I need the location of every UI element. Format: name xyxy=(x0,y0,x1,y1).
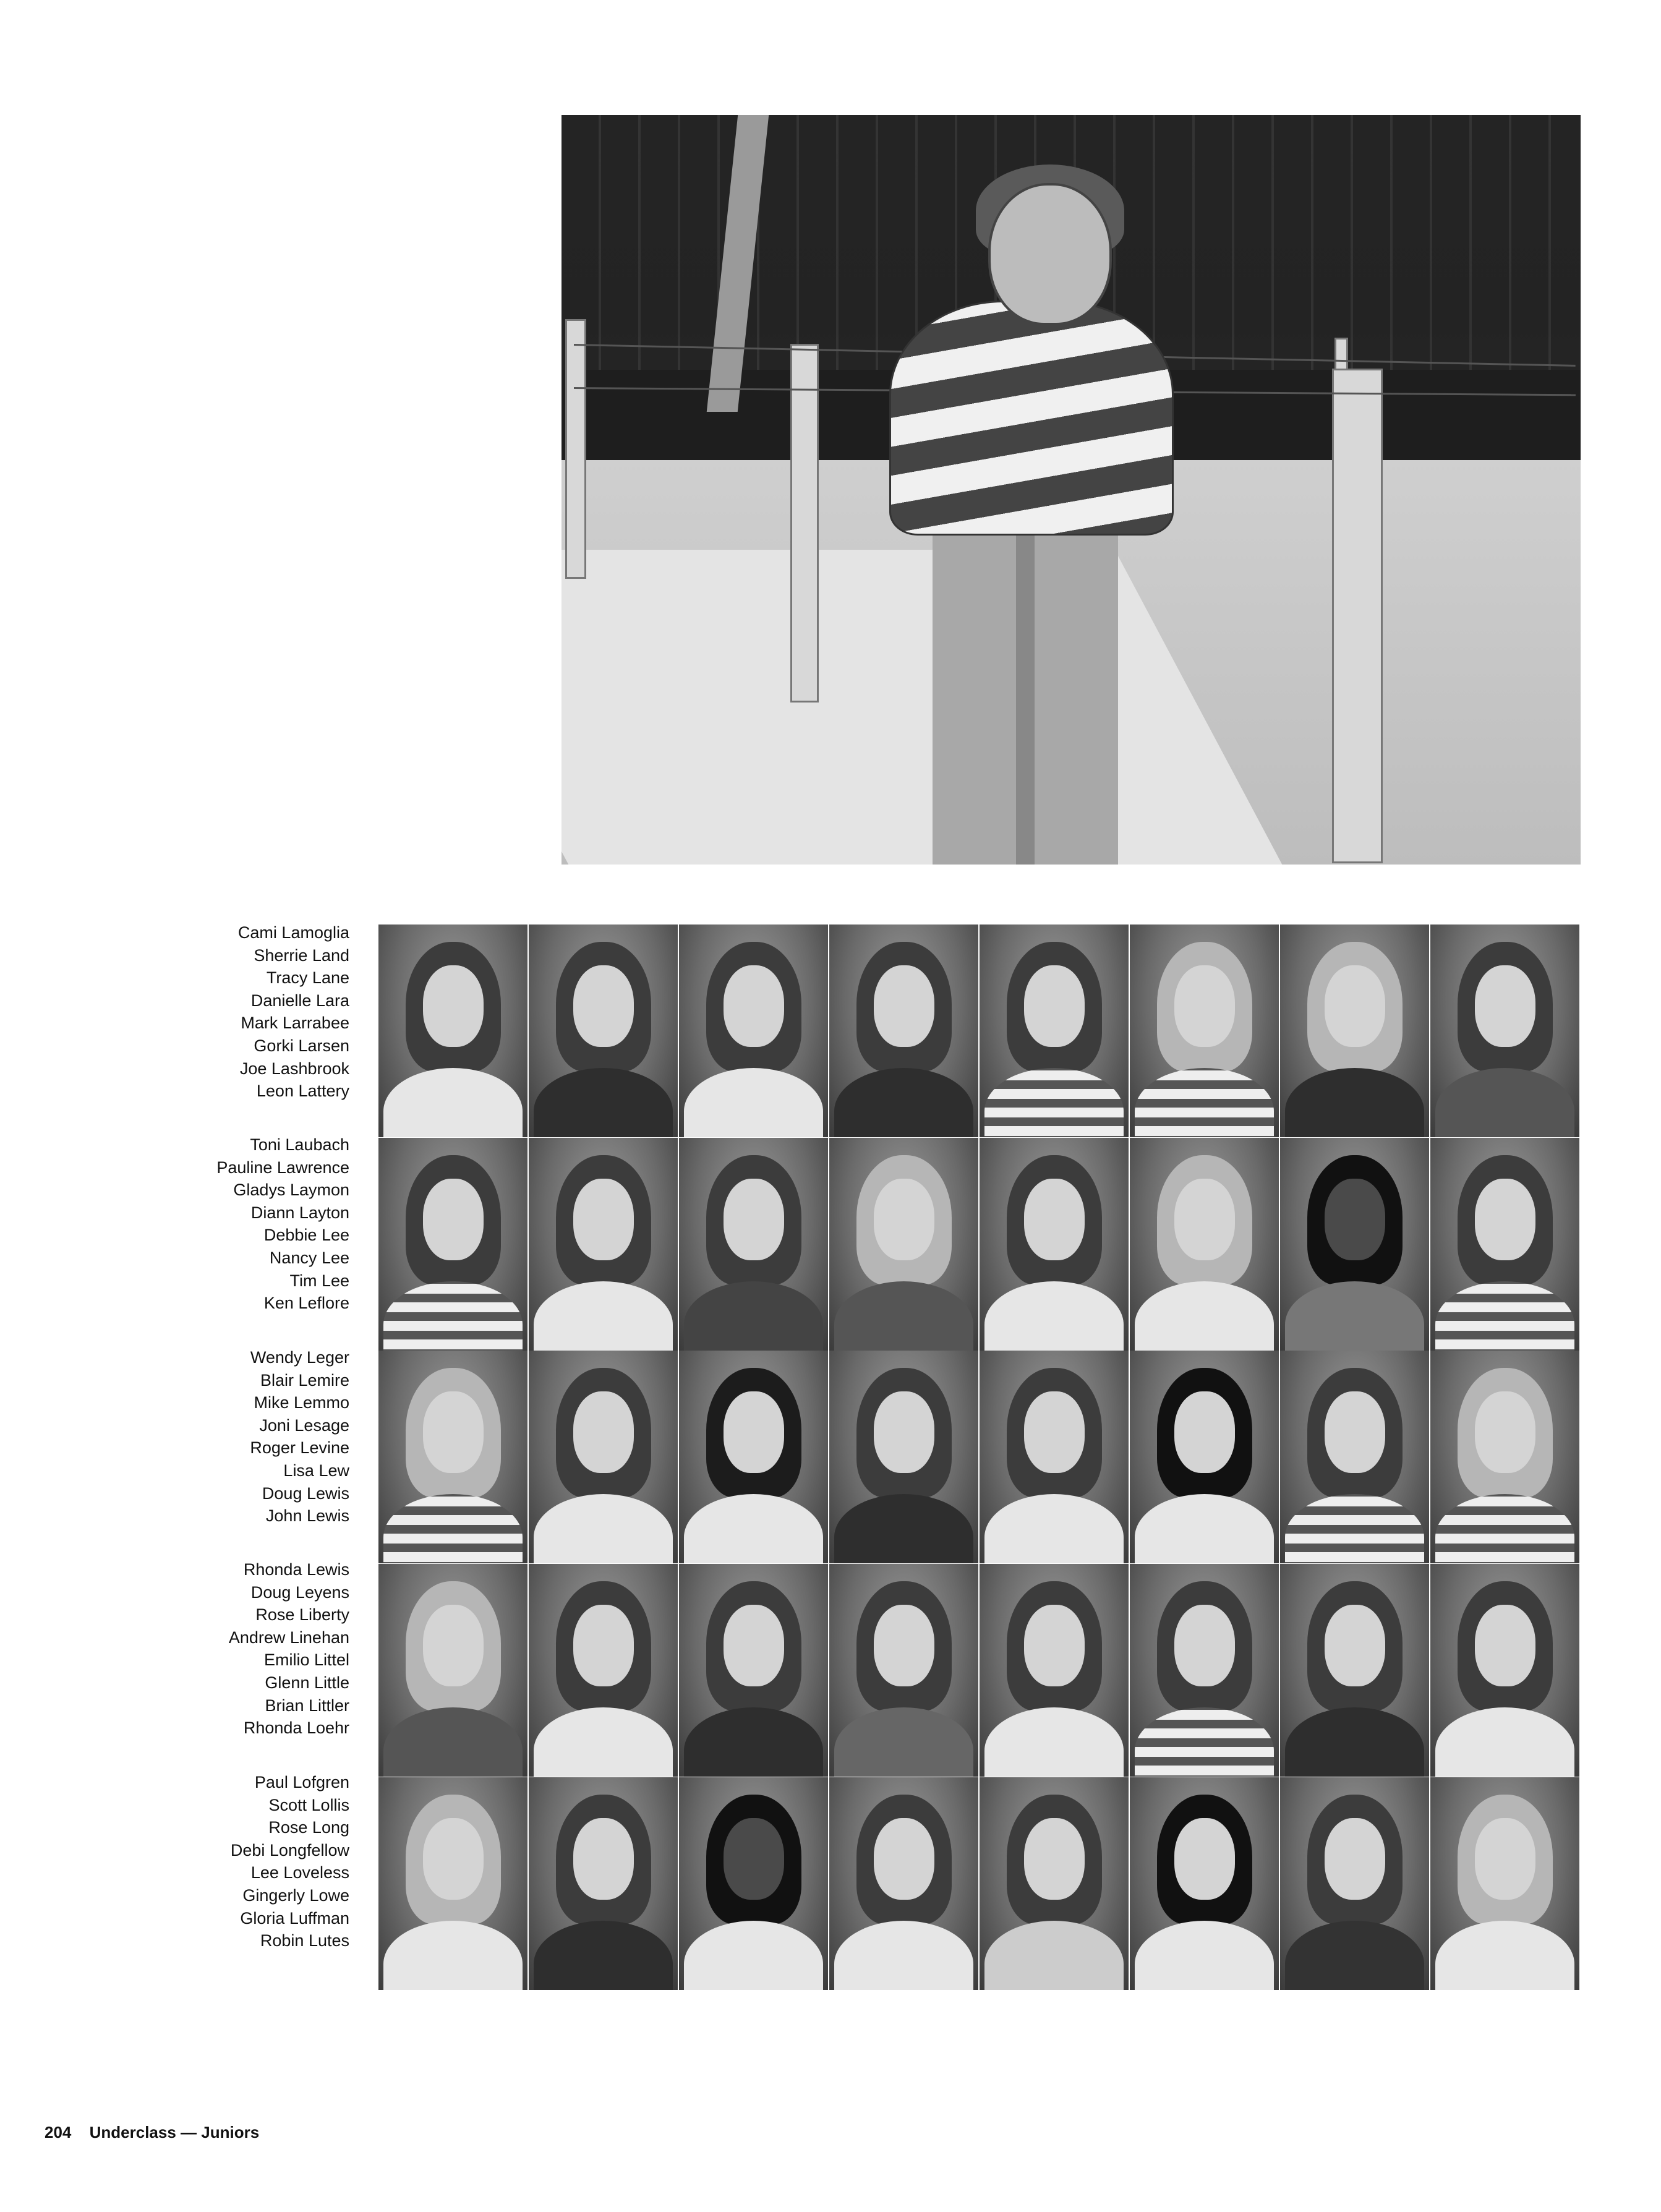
student-name: Tracy Lane xyxy=(266,968,349,988)
student-portrait xyxy=(1130,1564,1279,1777)
student-portrait xyxy=(529,1351,678,1563)
student-portrait xyxy=(529,1564,678,1777)
student-portrait xyxy=(378,925,527,1137)
student-portrait xyxy=(980,1351,1129,1563)
student-name: Mike Lemmo xyxy=(254,1393,349,1412)
fence-post xyxy=(565,319,586,579)
student-portrait xyxy=(378,1564,527,1777)
portrait-row-1 xyxy=(378,925,1581,1137)
student-name: Glenn Little xyxy=(265,1673,349,1692)
student-name: Toni Laubach xyxy=(250,1135,349,1154)
student-name: Tim Lee xyxy=(289,1271,349,1290)
student-name: Gingerly Lowe xyxy=(242,1885,349,1905)
student-portrait xyxy=(1280,1138,1429,1351)
student-name: Debbie Lee xyxy=(263,1226,349,1245)
student-portrait xyxy=(1130,1777,1279,1990)
student-portrait xyxy=(378,1777,527,1990)
student-name: Diann Layton xyxy=(250,1203,349,1222)
page-footer xyxy=(45,2123,259,2142)
student-name: Pauline Lawrence xyxy=(216,1158,349,1177)
student-name: Gladys Laymon xyxy=(233,1181,349,1200)
student-name: Paul Lofgren xyxy=(254,1773,349,1791)
student-name: Rose Liberty xyxy=(255,1605,349,1625)
student-portrait xyxy=(679,925,828,1137)
person-striped-shirt xyxy=(889,301,1174,536)
student-name: Robin Lutes xyxy=(260,1931,349,1950)
student-name: Danielle Lara xyxy=(250,991,349,1010)
student-portrait xyxy=(529,1777,678,1990)
student-portrait xyxy=(1280,1777,1429,1990)
portrait-row-4 xyxy=(378,1564,1581,1777)
student-portrait xyxy=(1430,1351,1579,1563)
student-portrait xyxy=(1430,1564,1579,1777)
person-face xyxy=(988,183,1112,325)
student-portrait xyxy=(1130,925,1279,1137)
student-portrait xyxy=(980,1138,1129,1351)
student-name: Doug Leyens xyxy=(250,1582,349,1602)
student-name: Debi Longfellow xyxy=(230,1840,349,1860)
names-group-5 xyxy=(139,1771,349,1952)
student-portrait xyxy=(679,1138,828,1351)
portrait-row-2 xyxy=(378,1138,1581,1351)
names-group-3 xyxy=(139,1346,349,1527)
student-portrait xyxy=(829,1351,978,1563)
person-legs xyxy=(933,529,1118,865)
student-portrait xyxy=(829,1564,978,1777)
student-name: Cami Lamoglia xyxy=(237,923,349,942)
student-portrait xyxy=(829,925,978,1137)
student-name: Sherrie Land xyxy=(254,946,349,965)
student-portrait xyxy=(1280,1564,1429,1777)
student-portrait xyxy=(980,1564,1129,1777)
names-group-2 xyxy=(139,1134,349,1315)
student-portrait xyxy=(1280,925,1429,1137)
names-group-1 xyxy=(139,921,349,1103)
fence-post xyxy=(1332,369,1383,863)
page-number: 204 xyxy=(45,2123,72,2142)
student-name: Gorki Larsen xyxy=(254,1036,349,1055)
student-name: Gloria Luffman xyxy=(240,1908,349,1928)
student-name: Wendy Leger xyxy=(250,1348,349,1367)
portrait-row-5 xyxy=(378,1777,1581,1990)
names-group-4 xyxy=(139,1558,349,1740)
student-portrait xyxy=(529,925,678,1137)
student-name: Leon Lattery xyxy=(256,1082,349,1101)
student-name: John Lewis xyxy=(265,1506,349,1526)
student-portrait xyxy=(1430,1138,1579,1351)
student-name: Ken Leflore xyxy=(263,1294,349,1313)
student-portrait xyxy=(829,1777,978,1990)
student-name: Scott Lollis xyxy=(268,1795,349,1814)
portrait-row-3 xyxy=(378,1351,1581,1563)
fence-post xyxy=(790,344,819,702)
student-portrait xyxy=(529,1138,678,1351)
student-portrait xyxy=(378,1138,527,1351)
student-name: Lee Loveless xyxy=(250,1863,349,1882)
feature-photo xyxy=(561,115,1581,865)
section-title: Underclass — Juniors xyxy=(89,2123,260,2142)
student-portrait xyxy=(980,925,1129,1137)
student-portrait xyxy=(679,1351,828,1563)
student-name: Nancy Lee xyxy=(269,1248,349,1267)
student-name: Mark Larrabee xyxy=(241,1014,349,1033)
student-name: Brian Littler xyxy=(265,1696,349,1715)
student-portrait xyxy=(980,1777,1129,1990)
student-name: Doug Lewis xyxy=(262,1484,349,1503)
student-name: Joni Lesage xyxy=(259,1416,349,1435)
student-portrait xyxy=(1130,1351,1279,1563)
student-name: Blair Lemire xyxy=(260,1370,349,1390)
student-portrait xyxy=(1430,1777,1579,1990)
student-portrait xyxy=(829,1138,978,1351)
student-name: Rhonda Lewis xyxy=(243,1560,349,1579)
student-portrait xyxy=(1130,1138,1279,1351)
student-name: Rhonda Loehr xyxy=(243,1719,349,1738)
student-name: Rose Long xyxy=(268,1818,349,1837)
student-name: Joe Lashbrook xyxy=(239,1059,349,1078)
student-name: Emilio Littel xyxy=(263,1650,349,1670)
student-portrait xyxy=(378,1351,527,1563)
student-portrait xyxy=(1280,1351,1429,1563)
student-portrait xyxy=(679,1564,828,1777)
student-name: Roger Levine xyxy=(250,1438,349,1458)
student-name: Andrew Linehan xyxy=(228,1628,349,1647)
student-portrait xyxy=(1430,925,1579,1137)
student-portrait xyxy=(679,1777,828,1990)
student-name: Lisa Lew xyxy=(283,1461,349,1480)
